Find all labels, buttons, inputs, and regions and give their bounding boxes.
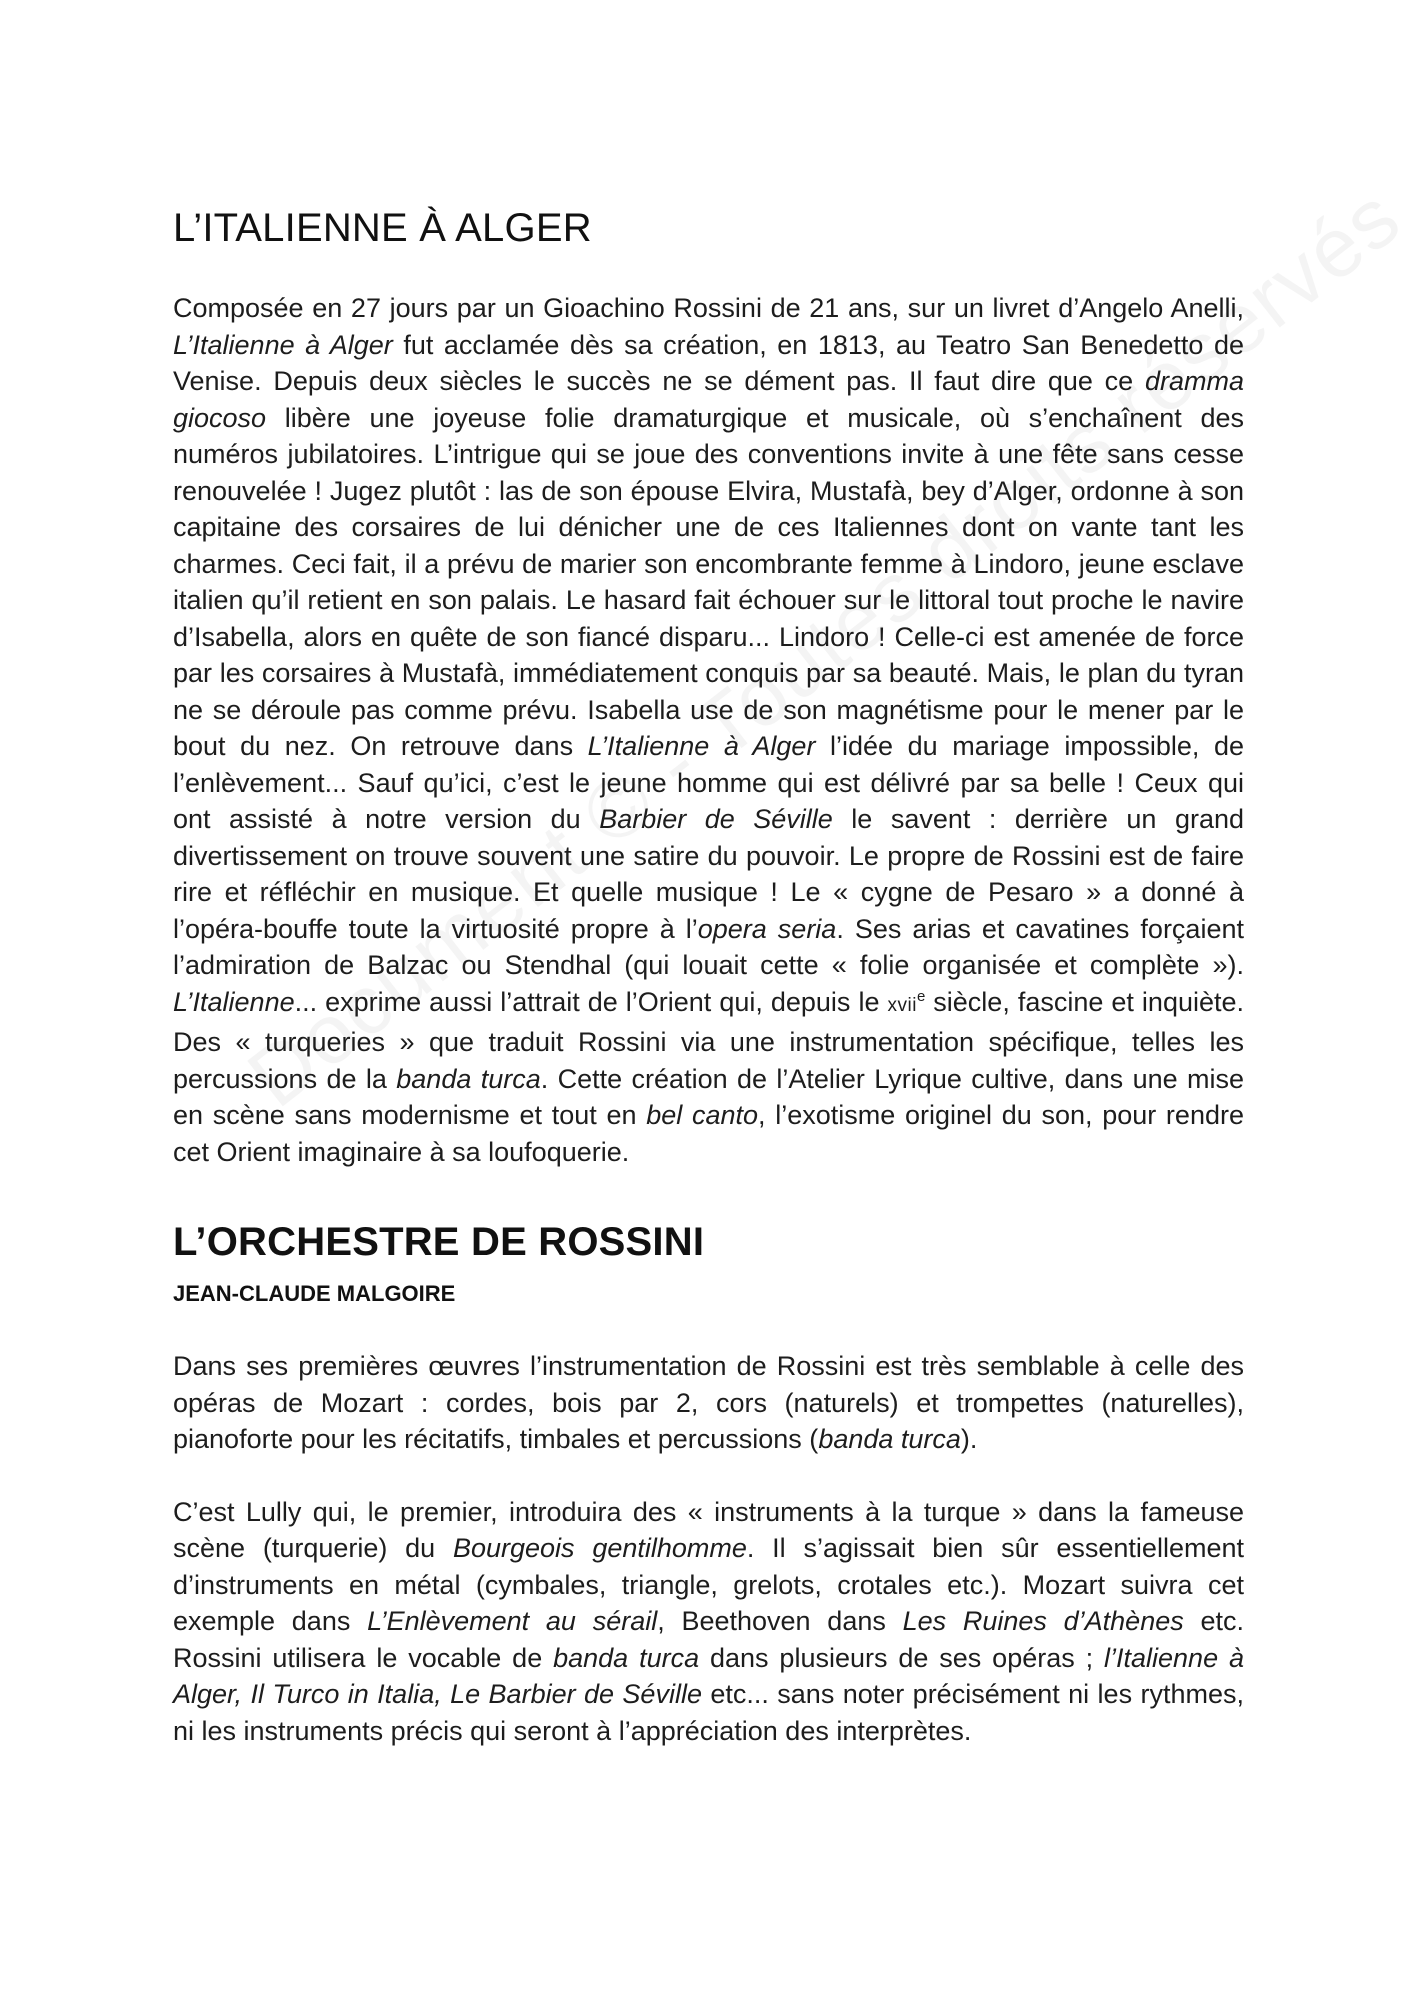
text-run: . Il s’agissait bien sûr essentiellement d’instruments en métal (cymbales, triangle, grelots, crotales etc.). Mozart suivra cet exemple dans [173, 1533, 1244, 1636]
text-run: Dans ses premières œuvres l’instrumentation de Rossini est très semblable à celle des opéras de Mozart : cordes, bois par 2, cors (naturels) et trompettes (naturelles), pianoforte pour les récitatifs, timbales et percussions ( [173, 1351, 1244, 1454]
section-title-orchestre: L’ORCHESTRE DE ROSSINI [173, 1220, 705, 1264]
italic-title: bel canto [646, 1100, 758, 1130]
text-run: dans plusieurs de ses opéras ; [699, 1642, 1105, 1673]
document-page [173, 204, 1244, 1749]
text-run: etc. Rossini utilisera le vocable de [173, 1606, 1244, 1673]
italic-title: opera seria [697, 913, 837, 944]
author-name: JEAN-CLAUDE MALGOIRE [173, 1281, 456, 1306]
paragraph-instrumentation [173, 1348, 1244, 1458]
italic-title: L’Italienne [173, 986, 295, 1017]
paragraph-lully [173, 1494, 1244, 1750]
text-run: Composée en 27 jours par un Gioachino Rossini de 21 ans, sur un livret d’Angelo Anelli, [173, 293, 1244, 323]
paragraph-italienne [173, 290, 1244, 1170]
text-run: siècle, fascine et inquiète. Des « turqueries » que traduit Rossini via une instrumentation spécifique, telles les percussions de la [173, 986, 1245, 1094]
italic-title: Bourgeois gentilhomme [452, 1533, 747, 1563]
text-run: ). [960, 1424, 978, 1454]
italic-title: Barbier de Séville [599, 804, 833, 834]
italic-title: L’Italienne à Alger [587, 731, 816, 761]
text-run: le savent : derrière un grand divertissement on trouve souvent une satire du pouvoir. Le propre de Rossini est de faire rire et réfléchir en musique. Et quelle musique ! Le « cygne de Pesaro » a donné à l’opéra-bouffe toute la virtuosité propre à l’ [173, 804, 1244, 944]
text-run: C’est Lully qui, le premier, introduira des « instruments à la turque » dans la fameuse scène (turquerie) du [173, 1496, 1244, 1563]
text-run: l’idée du mariage impossible, de l’enlèvement... Sauf qu’ici, c’est le jeune homme qui est délivré par sa belle ! Ceux qui ont assisté à notre version du [173, 731, 1245, 834]
italic-title: l’Italienne à Alger, Il Turco in Italia, Le Barbier de Séville [173, 1642, 1244, 1709]
superscript-text: e [916, 987, 926, 1005]
text-run: ... exprime aussi l’attrait de l’Orient qui, depuis le [294, 986, 888, 1017]
text-run: fut acclamée dès sa création, en 1813, au Teatro San Benedetto de Venise. Depuis deux siècles le succès ne se dément pas. Il faut dire que ce [173, 329, 1244, 396]
small-caps-text: xvii [887, 994, 917, 1016]
section-title-italienne: L’ITALIENNE À ALGER [173, 206, 592, 250]
text-run: . Ses arias et cavatines forçaient l’admiration de Balzac ou Stendhal (qui louait cette « folie organisée et complète »). [173, 913, 1244, 980]
italic-title: L’Enlèvement au sérail [367, 1606, 658, 1636]
italic-title: banda turca [553, 1642, 700, 1673]
text-run: . Cette création de l’Atelier Lyrique cultive, dans une mise en scène sans modernisme et tout en [173, 1063, 1244, 1130]
text-run: libère une joyeuse folie dramaturgique et musicale, où s’enchaînent des numéros jubilatoires. L’intrigue qui se joue des conventions invite à une fête sans cesse renouvelée ! Jugez plutôt : las de son épouse Elvira, Mustafà, bey d’Alger, ordonne à son capitaine des corsaires de lui dénicher une de ces Italiennes dont on vante tant les charmes. Ceci fait, il a prévu de marier son encombrante femme à Lindoro, jeune esclave italien qu’il retient en son palais. Le hasard fait échouer sur le littoral tout proche le navire d’Isabella, alors en quête de son fiancé disparu... Lindoro ! Celle-ci est amenée de force par les corsaires à Mustafà, immédiatement conquis par sa beauté. Mais, le plan du tyran ne se déroule pas comme prévu. Isabella use de son magnétisme pour le mener par le bout du nez. On retrouve dans [173, 402, 1244, 761]
text-run: , l’exotisme originel du son, pour rendre cet Orient imaginaire à sa loufoquerie. [173, 1100, 1244, 1167]
italic-title: Les Ruines d’Athènes [902, 1606, 1184, 1636]
italic-title: L’Italienne à Alger [173, 329, 393, 360]
italic-title: dramma giocoso [173, 366, 1244, 433]
italic-title: banda turca [396, 1063, 541, 1094]
italic-title: banda turca [818, 1424, 961, 1454]
text-run: etc... sans noter précisément ni les rythmes, ni les instruments précis qui seront à l’appréciation des interprètes. [173, 1679, 1244, 1746]
text-run: , Beethoven dans [657, 1606, 903, 1636]
